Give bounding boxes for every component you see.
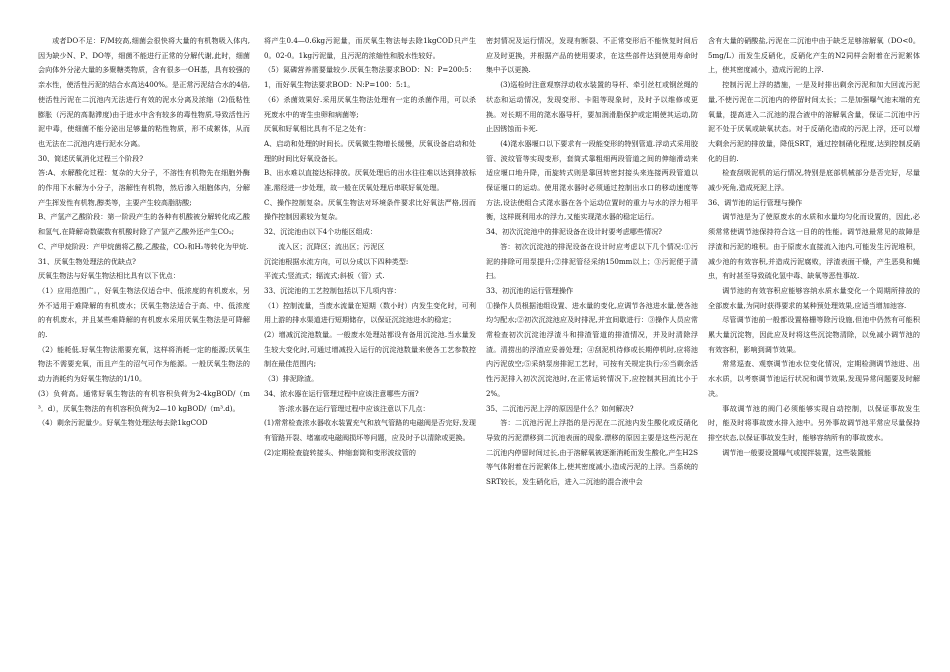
paragraph: 调节池的有效容积应能够容纳水质水量变化一个周期所排放的全部废水量,为同时获得要求的某种预处理效果,应适当增加池容. (708, 285, 920, 310)
paragraph: （4）剩余污泥量少。好氧生物处理法每去除1kgCOD (38, 418, 208, 428)
paragraph: C、操作控制复杂。厌氧生物法对环境条件要求比好氧法严格,因而操作控制因素较为复杂。 (264, 197, 476, 222)
paragraph: （2）能耗低.好氧生物法需要充氧，这样将消耗一定的能源;厌氧生物法不需要充氧，而且产生的沼气可作为能源。一般厌氧生物法的动力消耗约为好氧生物法的1/10。 (38, 344, 250, 384)
paragraph: 将产生0.4—0.6kg污泥量，而厌氧生物法每去除1kgCOD只产生0。02-0。1kg污泥量，且污泥的浓缩性和脱水性较好。 (264, 36, 476, 60)
paragraph: (2)定期检查旋转接头、伸缩套筒和变形波纹管的 (264, 447, 416, 457)
paragraph: 厌氧生物法与好氧生物法相比具有以下优点： (38, 271, 180, 281)
paragraph: 事故调节池的阀门必须能够实现自动控制，以保证事故发生时，能及时将事故废水排入池中。另外事故调节池平常应尽量保持排空状态,以保证事故发生时，能够容纳所有的事故废水。 (708, 403, 920, 442)
text-column-1 (38, 34, 250, 666)
paragraph: 控制污泥上浮的措施，一是及时排出剩余污泥和加大回流污泥量,不使污泥在二沉池内的停留时间太长；二是加强曝气池末端的充氧量，提高进入二沉池的混合液中的溶解氧含量，保证二沉池中污泥不处于厌氧或缺氧状态。对于反硝化造成的污泥上浮，还可以增大剩余污泥的排放量，降低SRT，通过控制硝化程度,达到控制反硝化的目的. (708, 80, 920, 163)
paragraph: 尽管调节池前一般都设置格栅等除污设施,但池中仍然有可能积累大量沉淀物，因此应及时将这些沉淀物清除，以免减小调节池的有效容积，影响到调节效果。 (708, 315, 920, 354)
question-heading: 34、浓水器在运行管理过程中应该注意哪些方面? (264, 388, 419, 398)
paragraph: 含有大量的硝酸盐,污泥在二沉池中由于缺乏足够溶解氧（DO<0。5mg/L）而发生反硝化，反硝化产生的N2同样会附着在污泥絮体上，使其密度减小，造成污泥的上浮. (708, 36, 920, 75)
paragraph: 检查刮吸泥机的运行情况,特别是底部机械部分是否完好，尽量减少死角,造成死泥上浮。 (708, 168, 920, 193)
paragraph: (3)巡检时注意观察浮动收水装置的导杆、牵引丝杠或钢丝绳的状态和运动情况，发现变形、卡阻等现象时，及时予以维修或更换。对长期不用的滗水器导杆，要加润滑脂保护或定期使其运动,防止因锈蚀而卡死. (486, 80, 698, 134)
paragraph: A、启动和处理的时间长。厌氧微生物增长缓慢，厌氧设备启动和处理的时间比好氧设备长。 (264, 138, 476, 163)
paragraph: ①操作人员根据池组设置、进水量的变化,应调节各池进水量,使各池均匀配水;②初次沉淀池应及时排泥,并宜间歇进行：③操作人员应常常检查初次沉淀池浮渣斗和排渣管道的排渣情况，并及时清除浮渣。清捞出的浮渣应妥善处理；④刮泥机待修或长期停机时,应将池内污泥放空;⑤采纳泵房排泥工艺时，可按有关规定执行;⑥当剩余活性污泥排入初次沉淀池时,在正常运转情况下,应控制其回流比小于2%。 (486, 300, 698, 398)
paragraph: B、产氢产乙酸阶段：第一阶段产生的各种有机酸被分解转化成乙酸和氢气,在降解奇数碳数有机酸时除了产氢产乙酸外还产生CO₂; (38, 212, 250, 237)
paragraph: (4)滗水器堰口以下要求有一段能变形的特别管道.浮动式采用胶管、波纹管等实现变形，套筒式靠粗细两段管道之间的伸缩滑动来适应堰口地升降，而旋转式则是靠回转密封接头来连接两段管道以保证堰口的运动。使用滗水器时必须通过控制出水口的移动速度等方法,设法使组合式滗水器在各个运动位置时的重力与水的浮力相平衡，这样既利用水的浮力,又能实现滗水器的稳定运行。 (486, 138, 698, 222)
paragraph: 或者DO不足：F/M较高,细菌会很快将大量的有机物吸入体内,因为缺少N、P、DO等，细菌不能进行正常的分解代谢,此时，细菌会向体外分泌大量的多聚糖类物质，含有很多一OH基，具有较强的亲水性，使活性污泥的结合水高达400%。是正常污泥结合水的4倍,使活性污泥在二沉池内无法进行有效的泥水分离及浓缩（2)低粘性膨胀（污泥的高黏滞度)由于进水中含有较多的毒性物质,导致活性污泥中毒，使细菌不能分泌出足够量的粘性物质，形不成絮体，从而也无法在二沉池内进行泥水分离。 (38, 36, 250, 148)
text-column-2 (264, 34, 476, 666)
question-heading: 32、沉淀池由以下4个功能区组成： (264, 227, 377, 237)
question-heading: 34、初次沉淀池中的排泥设备在设计时要考虑哪些情况? (486, 227, 662, 237)
paragraph: 平流式;竖流式；辐流式;斜板（管）式. (264, 271, 385, 281)
question-heading: 33、沉淀池的工艺控制包括以下几项内容： (264, 285, 401, 295)
paragraph: 沉淀池根据水流方向，可以分成以下四种类型: (264, 256, 409, 266)
paragraph: (3）负荷高。通常好氧生物法的有机容积负荷为2-4kgBOD/（m³．d），厌氧生物法的有机容积负荷为2—10 kgBOD/（m³.d)。 (38, 388, 250, 413)
paragraph: （3）排泥除渣。 (264, 374, 319, 384)
paragraph: （1）应用范围广。，好氧生物法仅适合中、低浓度的有机废水，另外不适用于难降解的有机废水；厌氧生物法适合于高、中、低浓度的有机废水，并且某些难降解的有机废水采用厌氧生物法是可降解的. (38, 285, 250, 340)
question-heading: 35、二沉池污泥上浮的原因是什么？如何解决? (486, 403, 634, 413)
question-heading: 33、初沉池的运行管理操作 (486, 285, 574, 295)
paragraph: 答：初次沉淀池的排泥设备在设计时应考虑以下几个情况:①污泥的排除可用泵提升;②排泥管径采纳150mm以上；③污泥便于清扫。 (486, 241, 698, 281)
paragraph: （6）杀菌效果好.采用厌氧生物法处理有一定的杀菌作用，可以杀死废水中的寄生虫卵和病菌等; (264, 94, 476, 119)
paragraph: C、产甲烷阶段：产甲烷菌将乙酸,乙酸盐，CO₂和H₂等转化为甲烷. (38, 241, 249, 251)
paragraph: (1)常常检查浓水器收水装置充气和放气管路的电磁阀是否完好,发现有管路开裂、堵塞或电磁阀损坏等问题，应及时予以清除或更换。 (264, 418, 476, 442)
paragraph: 调节池一般要设置曝气或搅拌装置，这些装置能 (722, 447, 872, 457)
paragraph: 密封情况及运行情况，发现有断裂、不正常变形后不能恢复时间后应及时更换，并根据产品的使用要求，在这些部件达到使用寿命时集中予以更换. (486, 36, 698, 75)
paragraph: 常常巡查、观察调节池水位变化情况，定期检测调节池进、出水水质，以考察调节池运行状况和调节效果,发现异常问题要及时解决。 (708, 359, 920, 398)
paragraph: （1）控制流量，当废水流量在短期（数小时）内发生变化时，可利用上游的排水渠道进行短期储存，以保证沉淀池进水的稳定； (264, 300, 476, 325)
paragraph: B、出水难以直接达标排放。厌氧处理后的出水往往难以达到排放标准,需经进一步处理，故一般在厌氧处理后串联好氧处理。 (264, 168, 476, 193)
paragraph: 答:浓水器在运行管理过程中应该注意以下几点： (278, 403, 430, 413)
paragraph: 厌氧和好氧相比具有不足之处有： (264, 124, 371, 134)
text-column-3 (486, 34, 698, 666)
paragraph: 调节池是为了使原废水的水质和水量均匀化而设置的，因此,必须常常使调节池保持符合这一目的的性能。调节池最常见的故障是浮渣和污泥的堆积。由于原废水直接流入池内,可能发生污泥堆积，减少池的有效容积,并造成污泥腐败，浮渣表面干燥，产生恶臭和蝇虫，有时甚至导致硫化氢中毒、缺氧等恶性事故. (708, 212, 920, 281)
text-column-4 (708, 34, 920, 666)
question-heading: 36、调节池的运行管理与操作 (708, 197, 803, 207)
paragraph: 答：二沉池污泥上浮指的是污泥在二沉池内发生酸化或反硝化导致的污泥漂移到二沉池表面的现象.漂移的原因主要是这些污泥在二沉池内停留时间过长,由于溶解氧被逐渐消耗而发生酸化,产生H2S等气体附着在污泥絮体上,使其密度减小,造成污泥的上浮。当系统的SRT较长，发生硝化后，进入二沉池的混合液中会 (486, 418, 698, 487)
paragraph: 答:A、水解酸化过程：复杂的大分子，不溶性有机物先在细胞外酶的作用下水解为小分子，溶解性有机物，然后渗入细胞体内，分解产生挥发性有机物,醇类等，主要产生较高脂肪酸; (38, 168, 250, 207)
question-heading: 31、厌氧生物处理法的优缺点? (38, 256, 136, 266)
paragraph: 流入区；沉降区；流出区；污泥区 (278, 241, 385, 251)
paragraph: （5）氮磷营养需要量较少.厌氧生物法要求BOD：N：P=200:5：1，而好氧生物法要求BOD：N:P=100：5:1。 (264, 65, 476, 90)
question-heading: 30、简述厌氧消化过程三个阶段? (38, 153, 144, 163)
paragraph: (2）增减沉淀池数量。一般废水处理站都设有备用沉淀池.当水量发生较大变化时,可通过增减投入运行的沉淀池数量来使各工艺参数控制在最佳范围内; (264, 330, 476, 369)
